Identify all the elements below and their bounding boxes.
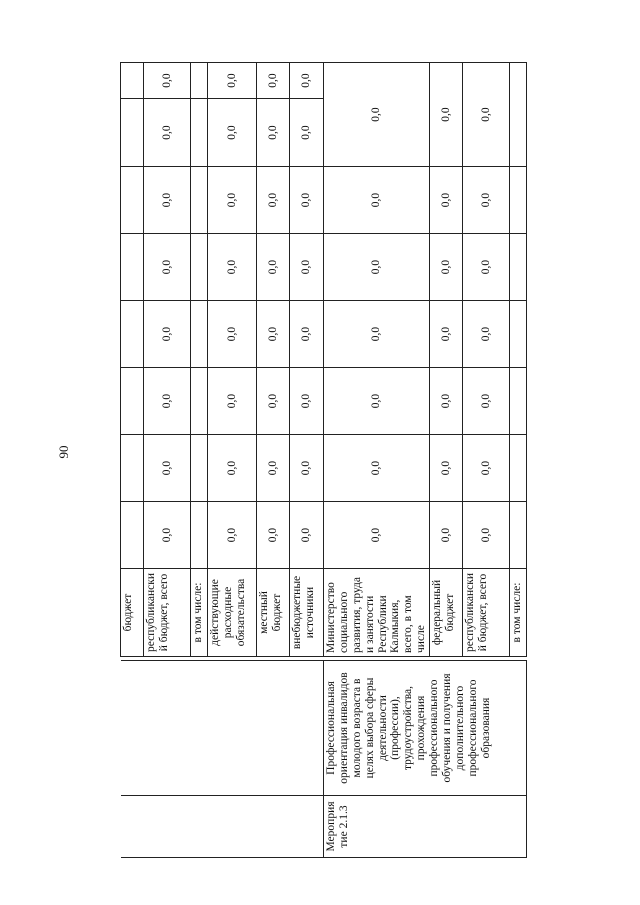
value-cell: 0,0 (208, 502, 257, 569)
value-cell: 0,0 (324, 435, 430, 502)
value-cell (121, 167, 144, 234)
value-cell: 0,0 (257, 435, 290, 502)
value-cell: 0,0 (463, 502, 510, 569)
value-cell (510, 63, 527, 167)
value-cell: 0,0 (144, 435, 191, 502)
value-cell: 0,0 (144, 368, 191, 435)
value-cell: 0,0 (463, 368, 510, 435)
source-cell: в том числе: (510, 569, 527, 657)
value-cell: 0,0 (144, 63, 191, 99)
value-cell: 0,0 (144, 99, 191, 167)
value-cell: 0,0 (430, 435, 463, 502)
table-row (121, 63, 144, 858)
source-cell: внебюджетные источники (290, 569, 324, 657)
value-cell: 0,0 (463, 234, 510, 301)
value-cell: 0,0 (257, 301, 290, 368)
source-cell: действующие расходные обязательства (208, 569, 257, 657)
value-cell (121, 63, 144, 99)
executor-cell: Министерство социального развития, труда и занятости Республики Калмыкия, всего, в том числе (324, 569, 430, 657)
value-cell (191, 502, 208, 569)
measure-label: Мероприятие 2.1.3 (324, 796, 527, 858)
value-cell (510, 502, 527, 569)
value-cell (191, 368, 208, 435)
value-cell (510, 234, 527, 301)
value-cell: 0,0 (257, 99, 290, 167)
value-cell: 0,0 (257, 234, 290, 301)
value-cell (510, 435, 527, 502)
value-cell (121, 435, 144, 502)
value-cell: 0,0 (208, 435, 257, 502)
value-cell: 0,0 (208, 234, 257, 301)
rotated-table-page (120, 63, 596, 858)
value-cell: 0,0 (430, 368, 463, 435)
value-cell: 0,0 (257, 502, 290, 569)
value-cell (191, 167, 208, 234)
value-cell: 0,0 (463, 167, 510, 234)
value-cell: 0,0 (324, 167, 430, 234)
table-row (324, 63, 430, 858)
value-cell: 0,0 (430, 63, 463, 167)
source-cell: республиканский бюджет, всего (463, 569, 510, 657)
source-cell: республиканский бюджет, всего (144, 569, 191, 657)
value-cell: 0,0 (208, 63, 257, 99)
value-cell: 0,0 (144, 502, 191, 569)
value-cell: 0,0 (290, 99, 324, 167)
source-cell: федеральный бюджет (430, 569, 463, 657)
value-cell (121, 234, 144, 301)
value-cell (121, 368, 144, 435)
value-cell (510, 167, 527, 234)
page-number: 90 (56, 445, 71, 459)
value-cell: 0,0 (324, 63, 430, 167)
value-cell: 0,0 (290, 502, 324, 569)
measure-name: Профессиональная ориентация инвалидов молодого возраста в целях выбора сферы деятельности (профессии), трудоустройства, прохождения профессионального обучения и получения дополнительного профессионального образования (324, 661, 527, 796)
value-cell: 0,0 (290, 435, 324, 502)
value-cell: 0,0 (257, 63, 290, 99)
value-cell: 0,0 (430, 234, 463, 301)
value-cell (121, 502, 144, 569)
value-cell: 0,0 (290, 234, 324, 301)
value-cell: 0,0 (144, 167, 191, 234)
value-cell: 0,0 (290, 63, 324, 99)
source-cell: в том числе: (191, 569, 208, 657)
source-cell: местный бюджет (257, 569, 290, 657)
value-cell: 0,0 (430, 502, 463, 569)
value-cell (191, 99, 208, 167)
value-cell: 0,0 (208, 167, 257, 234)
value-cell: 0,0 (257, 368, 290, 435)
value-cell: 0,0 (324, 301, 430, 368)
value-cell (191, 63, 208, 99)
value-cell (191, 234, 208, 301)
value-cell: 0,0 (324, 368, 430, 435)
value-cell: 0,0 (430, 167, 463, 234)
value-cell (121, 99, 144, 167)
value-cell: 0,0 (463, 435, 510, 502)
value-cell: 0,0 (208, 368, 257, 435)
value-cell (191, 301, 208, 368)
value-cell: 0,0 (430, 301, 463, 368)
value-cell: 0,0 (324, 234, 430, 301)
funding-table (120, 62, 527, 858)
value-cell (510, 301, 527, 368)
value-cell: 0,0 (208, 99, 257, 167)
value-cell: 0,0 (463, 301, 510, 368)
value-cell: 0,0 (290, 301, 324, 368)
value-cell: 0,0 (290, 368, 324, 435)
value-cell: 0,0 (208, 301, 257, 368)
value-cell: 0,0 (144, 234, 191, 301)
value-cell (510, 368, 527, 435)
value-cell: 0,0 (463, 63, 510, 167)
value-cell (121, 301, 144, 368)
value-cell: 0,0 (324, 502, 430, 569)
value-cell: 0,0 (290, 167, 324, 234)
value-cell: 0,0 (144, 301, 191, 368)
value-cell: 0,0 (257, 167, 290, 234)
source-cell: бюджет (121, 569, 144, 657)
value-cell (191, 435, 208, 502)
